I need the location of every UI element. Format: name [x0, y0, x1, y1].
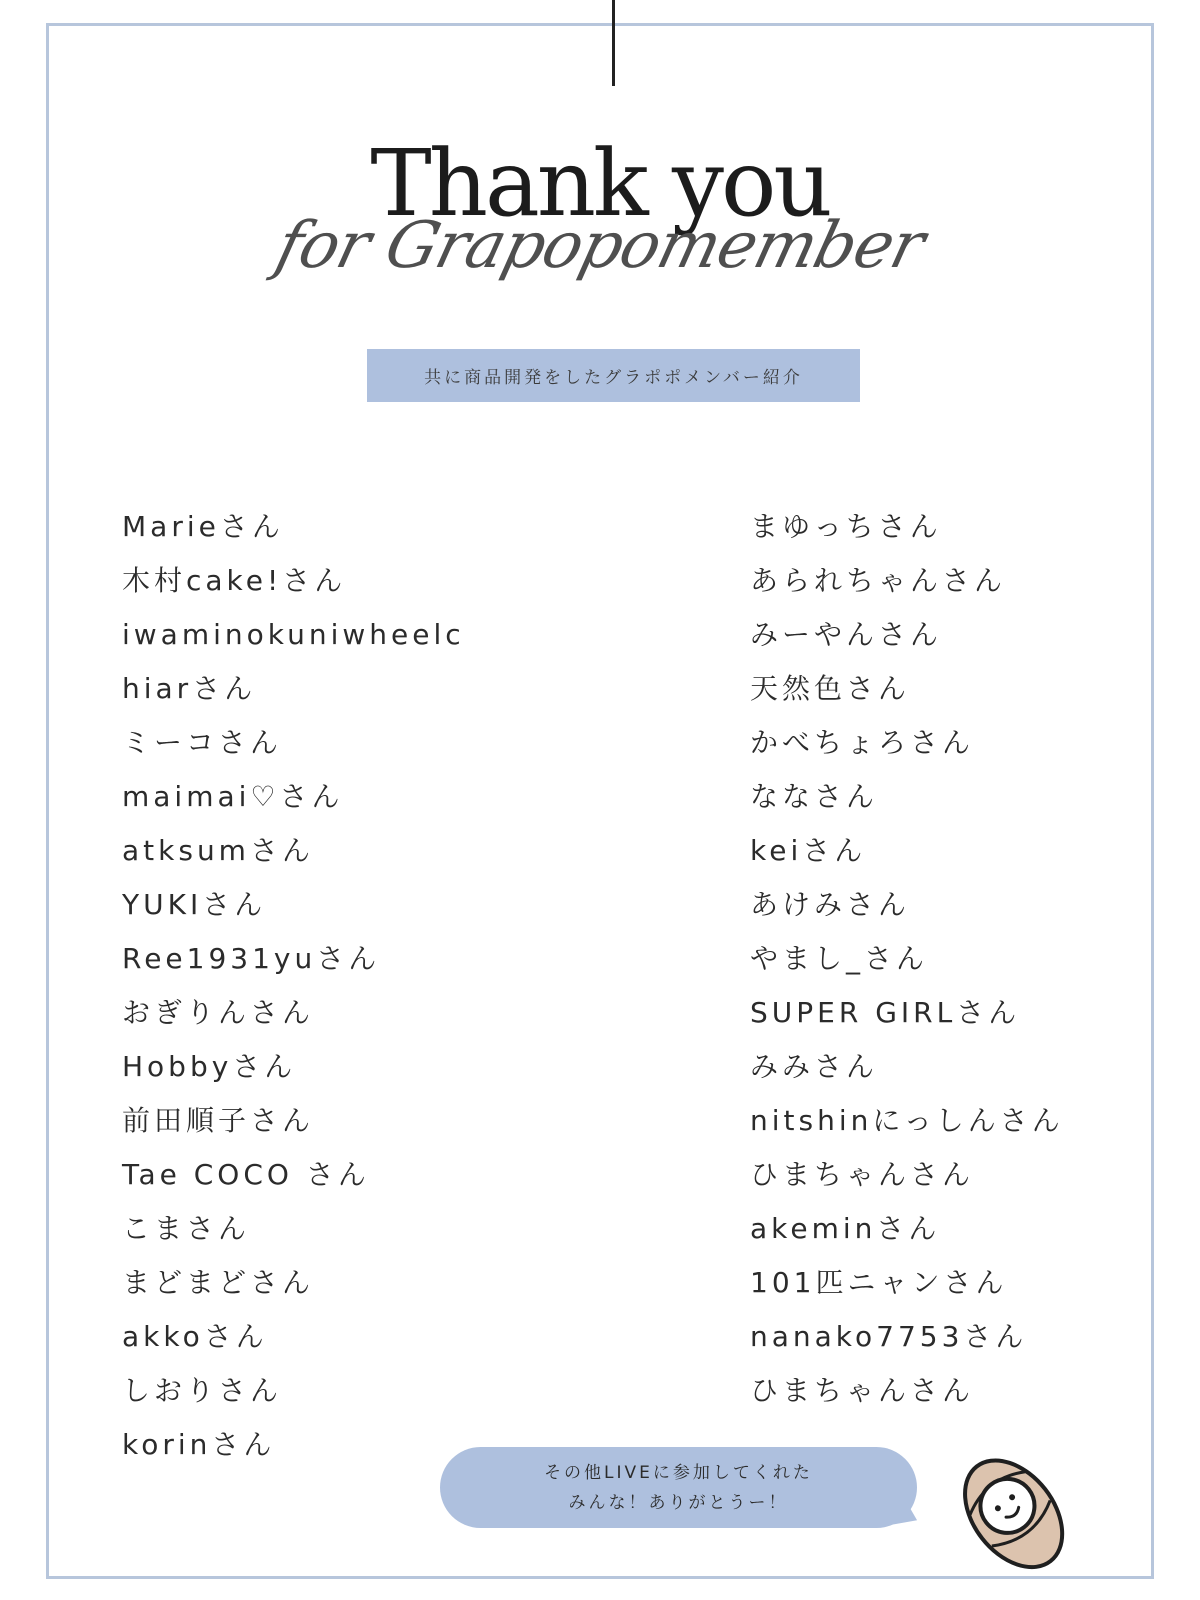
member-name: SUPER GIRLさん	[750, 996, 1021, 1029]
member-name: Hobbyさん	[122, 1050, 297, 1083]
speech-bubble-line-1: その他LIVEに参加してくれた	[544, 1462, 813, 1483]
speech-bubble	[440, 1447, 917, 1528]
member-name: まゆっちさん	[750, 510, 942, 543]
member-name: ななさん	[750, 780, 879, 813]
member-list-right	[750, 500, 1064, 1418]
member-name: Tae COCO さん	[122, 1158, 370, 1191]
member-name: 木村cake!さん	[122, 564, 347, 597]
member-name: keiさん	[750, 834, 867, 867]
speech-bubble-line-2: みんな！ありがとうー！	[568, 1492, 789, 1513]
member-name: Marieさん	[122, 510, 284, 543]
intro-banner: 共に商品開発をしたグラポポメンバー紹介	[367, 349, 860, 402]
member-name: iwaminokuniwheelc	[122, 618, 465, 651]
member-name: nitshinにっしんさん	[750, 1104, 1064, 1137]
member-name: nanako7753さん	[750, 1320, 1028, 1353]
member-name: korinさん	[122, 1428, 276, 1461]
member-name: YUKIさん	[122, 888, 267, 921]
member-list-left	[122, 500, 465, 1472]
member-name: しおりさん	[122, 1374, 283, 1407]
swaddled-baby-icon	[948, 1448, 1078, 1578]
member-name: みみさん	[750, 1050, 879, 1083]
member-name: やまし_さん	[750, 942, 929, 975]
member-name: あられちゃんさん	[750, 564, 1007, 597]
script-subtitle: for Grapopomember	[268, 209, 932, 283]
hanging-line	[612, 0, 615, 86]
member-name: ミーコさん	[122, 726, 283, 759]
member-name: おぎりんさん	[122, 996, 315, 1029]
member-name: 前田順子さん	[122, 1104, 315, 1137]
member-name: maimai♡さん	[122, 780, 344, 813]
member-name: hiarさん	[122, 672, 257, 705]
member-name: みーやんさん	[750, 618, 943, 651]
member-name: akkoさん	[122, 1320, 268, 1353]
member-name: ひまちゃんさん	[750, 1158, 975, 1191]
member-name: こまさん	[122, 1212, 251, 1245]
member-name: 天然色さん	[750, 672, 911, 705]
member-name: 101匹ニャンさん	[750, 1266, 1008, 1299]
member-name: atksumさん	[122, 834, 314, 867]
member-name: まどまどさん	[122, 1266, 315, 1299]
member-name: akeminさん	[750, 1212, 941, 1245]
member-name: Ree1931yuさん	[122, 942, 381, 975]
member-name: かべちょろさん	[750, 726, 975, 759]
member-name: あけみさん	[750, 888, 911, 921]
page-title: Thank you	[370, 130, 830, 237]
member-name: ひまちゃんさん	[750, 1374, 975, 1407]
